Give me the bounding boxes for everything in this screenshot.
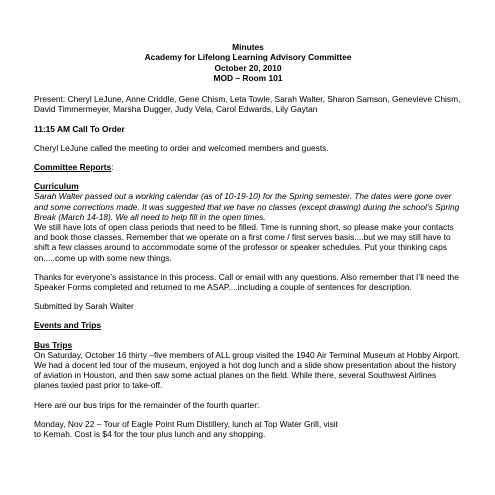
header-date: October 20, 2010	[214, 62, 282, 73]
bus-trips-paragraph: On Saturday, October 16 thirty –five members of ALL group visited the 1940 Air Terminal Museum at Hobby Airport. We had a docent led tour of the museum, enjoyed a hot dog lunch and a slide show presentation about the history of aviation in Houston, and then saw some actual planes on the field. While there, several Southwest Airlines planes taxied past prior to take-off.	[34, 349, 460, 391]
curriculum-paragraph-thanks: Thanks for everyone’s assistance in this process. Call or email with any questions. Also remember that I’ll need the Speaker Forms completed and returned to me ASAP....including a couple of sentences for description.	[34, 271, 459, 293]
curriculum-heading: Curriculum	[34, 181, 79, 192]
header-committee-name: Academy for Lifelong Learning Advisory Committee	[144, 52, 352, 63]
bus-trips-remaining-intro: Here are our bus trips for the remainder of the fourth quarter:	[34, 399, 260, 410]
header-location: MOD – Room 101	[213, 72, 283, 83]
document-page	[34, 42, 462, 439]
curriculum-paragraph-open-periods: We still have lots of open class periods that need to be filled. Time is running short, so please make your contacts and book those classes. Remember that we operate on a first come / first serves basis....but we may still have to shift a few classes around to accommodate some of the professor or speaker schedules. Put your thinking caps on.....come up with some new things.	[34, 222, 454, 263]
attendees-paragraph: Present: Cheryl LeJune, Anne Criddle, Gene Chism, Leta Towle, Sarah Walter, Sharon Samson, Genevieve Chism, David Timmermeyer, Marsha Dugger, Judy Vela, Carol Edwards, Lily Gaytan	[34, 94, 461, 115]
bus-trip-item-line2: to Kemah. Cost is $4 for the tour plus lunch and any shopping.	[34, 429, 266, 440]
curriculum-submitted-by: Submitted by Sarah Walter	[34, 301, 134, 312]
committee-reports-heading	[34, 162, 462, 172]
committee-reports-label: Committee Reports	[34, 162, 112, 172]
call-to-order-heading: 11:15 AM Call To Order	[34, 123, 125, 134]
bus-trips-heading: Bus Trips	[34, 339, 73, 350]
document-header	[34, 42, 462, 83]
header-title: Minutes	[232, 42, 264, 52]
call-to-order-text: Cheryl LeJune called the meeting to order and welcomed members and guests.	[34, 142, 329, 153]
events-and-trips-heading: Events and Trips	[34, 320, 102, 331]
curriculum-italic-note: Sarah Walter passed out a working calendar (as of 10-19-10) for the Spring semester. The dates were gone over and some corrections made. It was suggested that we have no classes (except drawing) during the school’s Spring Break (March 14-18). We all need to help fill in the open times.	[34, 191, 460, 222]
committee-reports-colon: :	[111, 162, 114, 172]
bus-trip-item-line1: Monday, Nov 22 – Tour of Eagle Point Rum Distillery, lunch at Top Water Grill, visit	[34, 418, 338, 429]
